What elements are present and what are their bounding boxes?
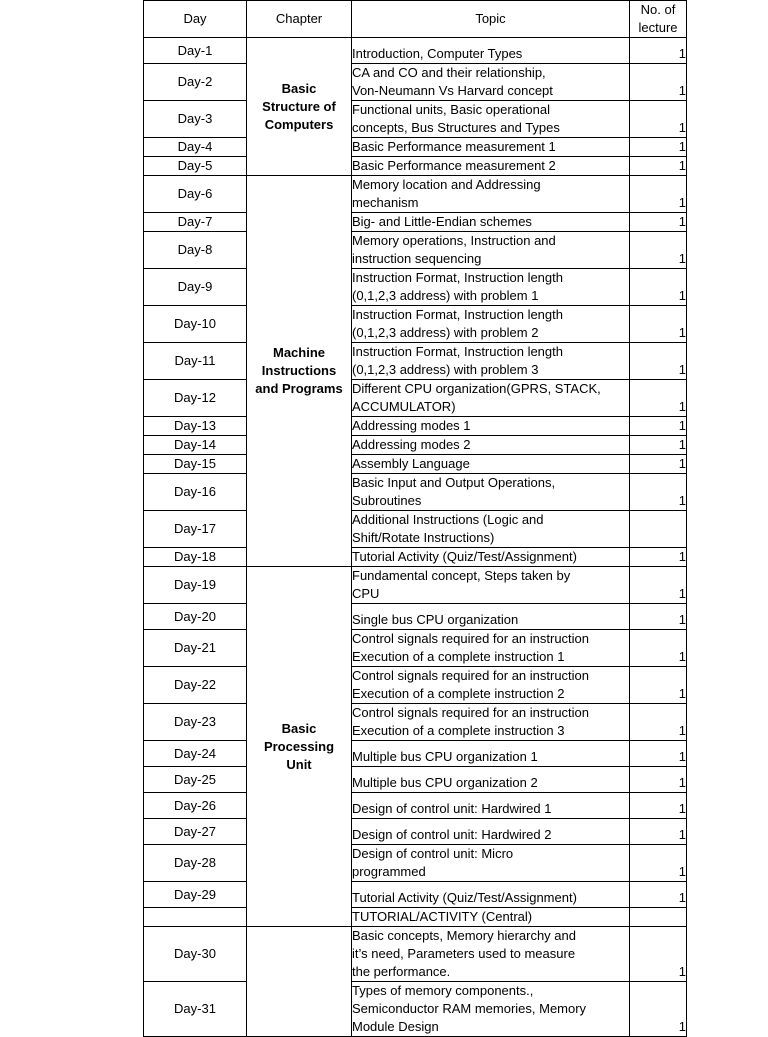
- lecture-count-cell: 1: [630, 176, 687, 213]
- table-row: [144, 741, 687, 767]
- topic-cell: Introduction, Computer Types: [352, 38, 630, 64]
- table-row: [144, 38, 687, 64]
- table-row: [144, 511, 687, 548]
- day-cell: Day-3: [144, 101, 247, 138]
- day-cell: Day-2: [144, 64, 247, 101]
- topic-cell: Basic concepts, Memory hierarchy and it’s need, Parameters used to measure the performance.: [352, 927, 630, 982]
- lecture-count-cell: 1: [630, 232, 687, 269]
- lectures-header: No. of lecture: [630, 1, 687, 38]
- topic-cell: Addressing modes 2: [352, 436, 630, 455]
- table-row: [144, 138, 687, 157]
- lecture-count-cell: 1: [630, 269, 687, 306]
- lecture-count-cell: 1: [630, 157, 687, 176]
- day-cell: Day-8: [144, 232, 247, 269]
- topic-cell: CA and CO and their relationship, Von-Neumann Vs Harvard concept: [352, 64, 630, 101]
- day-cell: Day-23: [144, 704, 247, 741]
- day-cell: Day-21: [144, 630, 247, 667]
- chapter-cell: [247, 927, 352, 1037]
- lecture-count-cell: 1: [630, 845, 687, 882]
- day-cell: Day-11: [144, 343, 247, 380]
- table-row: [144, 232, 687, 269]
- lecture-count-cell: 1: [630, 64, 687, 101]
- topic-cell: Instruction Format, Instruction length (0,1,2,3 address) with problem 2: [352, 306, 630, 343]
- lecture-count-cell: 1: [630, 604, 687, 630]
- table-row: [144, 306, 687, 343]
- lecture-count-cell: 1: [630, 213, 687, 232]
- day-cell: Day-26: [144, 793, 247, 819]
- topic-cell: Multiple bus CPU organization 1: [352, 741, 630, 767]
- topic-cell: Additional Instructions (Logic and Shift/Rotate Instructions): [352, 511, 630, 548]
- topic-cell: Memory location and Addressing mechanism: [352, 176, 630, 213]
- topic-cell: Control signals required for an instruction Execution of a complete instruction 1: [352, 630, 630, 667]
- topic-header: Topic: [352, 1, 630, 38]
- table-row: [144, 380, 687, 417]
- day-cell: Day-10: [144, 306, 247, 343]
- table-row: [144, 176, 687, 213]
- topic-cell: Single bus CPU organization: [352, 604, 630, 630]
- lecture-count-cell: 1: [630, 982, 687, 1037]
- lecture-count-cell: 1: [630, 741, 687, 767]
- day-cell: Day-19: [144, 567, 247, 604]
- table-row: [144, 101, 687, 138]
- lecture-count-cell: 1: [630, 380, 687, 417]
- chapter-header: Chapter: [247, 1, 352, 38]
- day-cell: Day-4: [144, 138, 247, 157]
- topic-cell: Types of memory components., Semiconductor RAM memories, Memory Module Design: [352, 982, 630, 1037]
- day-header: Day: [144, 1, 247, 38]
- lecture-count-cell: 1: [630, 455, 687, 474]
- lecture-count-cell: 1: [630, 819, 687, 845]
- day-cell: Day-18: [144, 548, 247, 567]
- table-row: [144, 667, 687, 704]
- topic-cell: Big- and Little-Endian schemes: [352, 213, 630, 232]
- topic-cell: Multiple bus CPU organization 2: [352, 767, 630, 793]
- topic-cell: Assembly Language: [352, 455, 630, 474]
- topic-cell: Basic Performance measurement 1: [352, 138, 630, 157]
- topic-cell: Instruction Format, Instruction length (0,1,2,3 address) with problem 3: [352, 343, 630, 380]
- lecture-count-cell: [630, 511, 687, 548]
- lecture-count-cell: 1: [630, 474, 687, 511]
- topic-cell: Design of control unit: Hardwired 1: [352, 793, 630, 819]
- day-cell: Day-25: [144, 767, 247, 793]
- day-cell: Day-16: [144, 474, 247, 511]
- chapter-cell: Machine Instructions and Programs: [247, 176, 352, 567]
- lecture-count-cell: 1: [630, 630, 687, 667]
- topic-cell: Design of control unit: Micro programmed: [352, 845, 630, 882]
- lecture-count-cell: 1: [630, 767, 687, 793]
- day-cell: Day-7: [144, 213, 247, 232]
- chapter-cell: Basic Processing Unit: [247, 567, 352, 927]
- day-cell: Day-9: [144, 269, 247, 306]
- table-row: [144, 604, 687, 630]
- table-row: [144, 704, 687, 741]
- day-cell: Day-5: [144, 157, 247, 176]
- day-cell: Day-24: [144, 741, 247, 767]
- topic-cell: Addressing modes 1: [352, 417, 630, 436]
- table-row: [144, 417, 687, 436]
- lecture-count-cell: 1: [630, 704, 687, 741]
- day-cell: Day-6: [144, 176, 247, 213]
- table-row: [144, 982, 687, 1037]
- day-cell: Day-28: [144, 845, 247, 882]
- topic-cell: Fundamental concept, Steps taken by CPU: [352, 567, 630, 604]
- topic-cell: Basic Performance measurement 2: [352, 157, 630, 176]
- topic-cell: Control signals required for an instruction Execution of a complete instruction 3: [352, 704, 630, 741]
- table-row: [144, 64, 687, 101]
- topic-cell: Tutorial Activity (Quiz/Test/Assignment): [352, 882, 630, 908]
- topic-cell: Different CPU organization(GPRS, STACK, ACCUMULATOR): [352, 380, 630, 417]
- table-row: [144, 213, 687, 232]
- table-row: [144, 793, 687, 819]
- day-cell: Day-22: [144, 667, 247, 704]
- topic-cell: TUTORIAL/ACTIVITY (Central): [352, 908, 630, 927]
- table-row: [144, 269, 687, 306]
- topic-cell: Instruction Format, Instruction length (0,1,2,3 address) with problem 1: [352, 269, 630, 306]
- table-row: [144, 157, 687, 176]
- table-row: [144, 845, 687, 882]
- table-row: [144, 908, 687, 927]
- day-cell: Day-20: [144, 604, 247, 630]
- table-row: [144, 927, 687, 982]
- day-cell: Day-14: [144, 436, 247, 455]
- lecture-count-cell: 1: [630, 38, 687, 64]
- topic-cell: Tutorial Activity (Quiz/Test/Assignment): [352, 548, 630, 567]
- topic-cell: Control signals required for an instruction Execution of a complete instruction 2: [352, 667, 630, 704]
- day-cell: [144, 908, 247, 927]
- day-cell: Day-13: [144, 417, 247, 436]
- lecture-count-cell: 1: [630, 927, 687, 982]
- lecture-count-cell: 1: [630, 436, 687, 455]
- header-row: [144, 1, 687, 38]
- topic-cell: Memory operations, Instruction and instruction sequencing: [352, 232, 630, 269]
- course-schedule-table: [143, 0, 687, 1037]
- topic-cell: Basic Input and Output Operations, Subroutines: [352, 474, 630, 511]
- day-cell: Day-27: [144, 819, 247, 845]
- chapter-cell: Basic Structure of Computers: [247, 38, 352, 176]
- lecture-count-cell: 1: [630, 306, 687, 343]
- lecture-count-cell: 1: [630, 882, 687, 908]
- day-cell: Day-30: [144, 927, 247, 982]
- table-row: [144, 767, 687, 793]
- day-cell: Day-12: [144, 380, 247, 417]
- topic-cell: Functional units, Basic operational concepts, Bus Structures and Types: [352, 101, 630, 138]
- lecture-count-cell: 1: [630, 548, 687, 567]
- lecture-count-cell: 1: [630, 667, 687, 704]
- lecture-count-cell: 1: [630, 417, 687, 436]
- table-row: [144, 567, 687, 604]
- day-cell: Day-29: [144, 882, 247, 908]
- day-cell: Day-31: [144, 982, 247, 1037]
- lecture-count-cell: [630, 908, 687, 927]
- table-row: [144, 343, 687, 380]
- table-row: [144, 630, 687, 667]
- lecture-count-cell: 1: [630, 793, 687, 819]
- table-row: [144, 882, 687, 908]
- table-row: [144, 819, 687, 845]
- schedule-body: [144, 38, 687, 1037]
- table-row: [144, 474, 687, 511]
- day-cell: Day-15: [144, 455, 247, 474]
- day-cell: Day-17: [144, 511, 247, 548]
- lecture-count-cell: 1: [630, 343, 687, 380]
- day-cell: Day-1: [144, 38, 247, 64]
- table-row: [144, 548, 687, 567]
- lecture-count-cell: 1: [630, 567, 687, 604]
- table-row: [144, 436, 687, 455]
- lecture-count-cell: 1: [630, 101, 687, 138]
- table-row: [144, 455, 687, 474]
- topic-cell: Design of control unit: Hardwired 2: [352, 819, 630, 845]
- lecture-count-cell: 1: [630, 138, 687, 157]
